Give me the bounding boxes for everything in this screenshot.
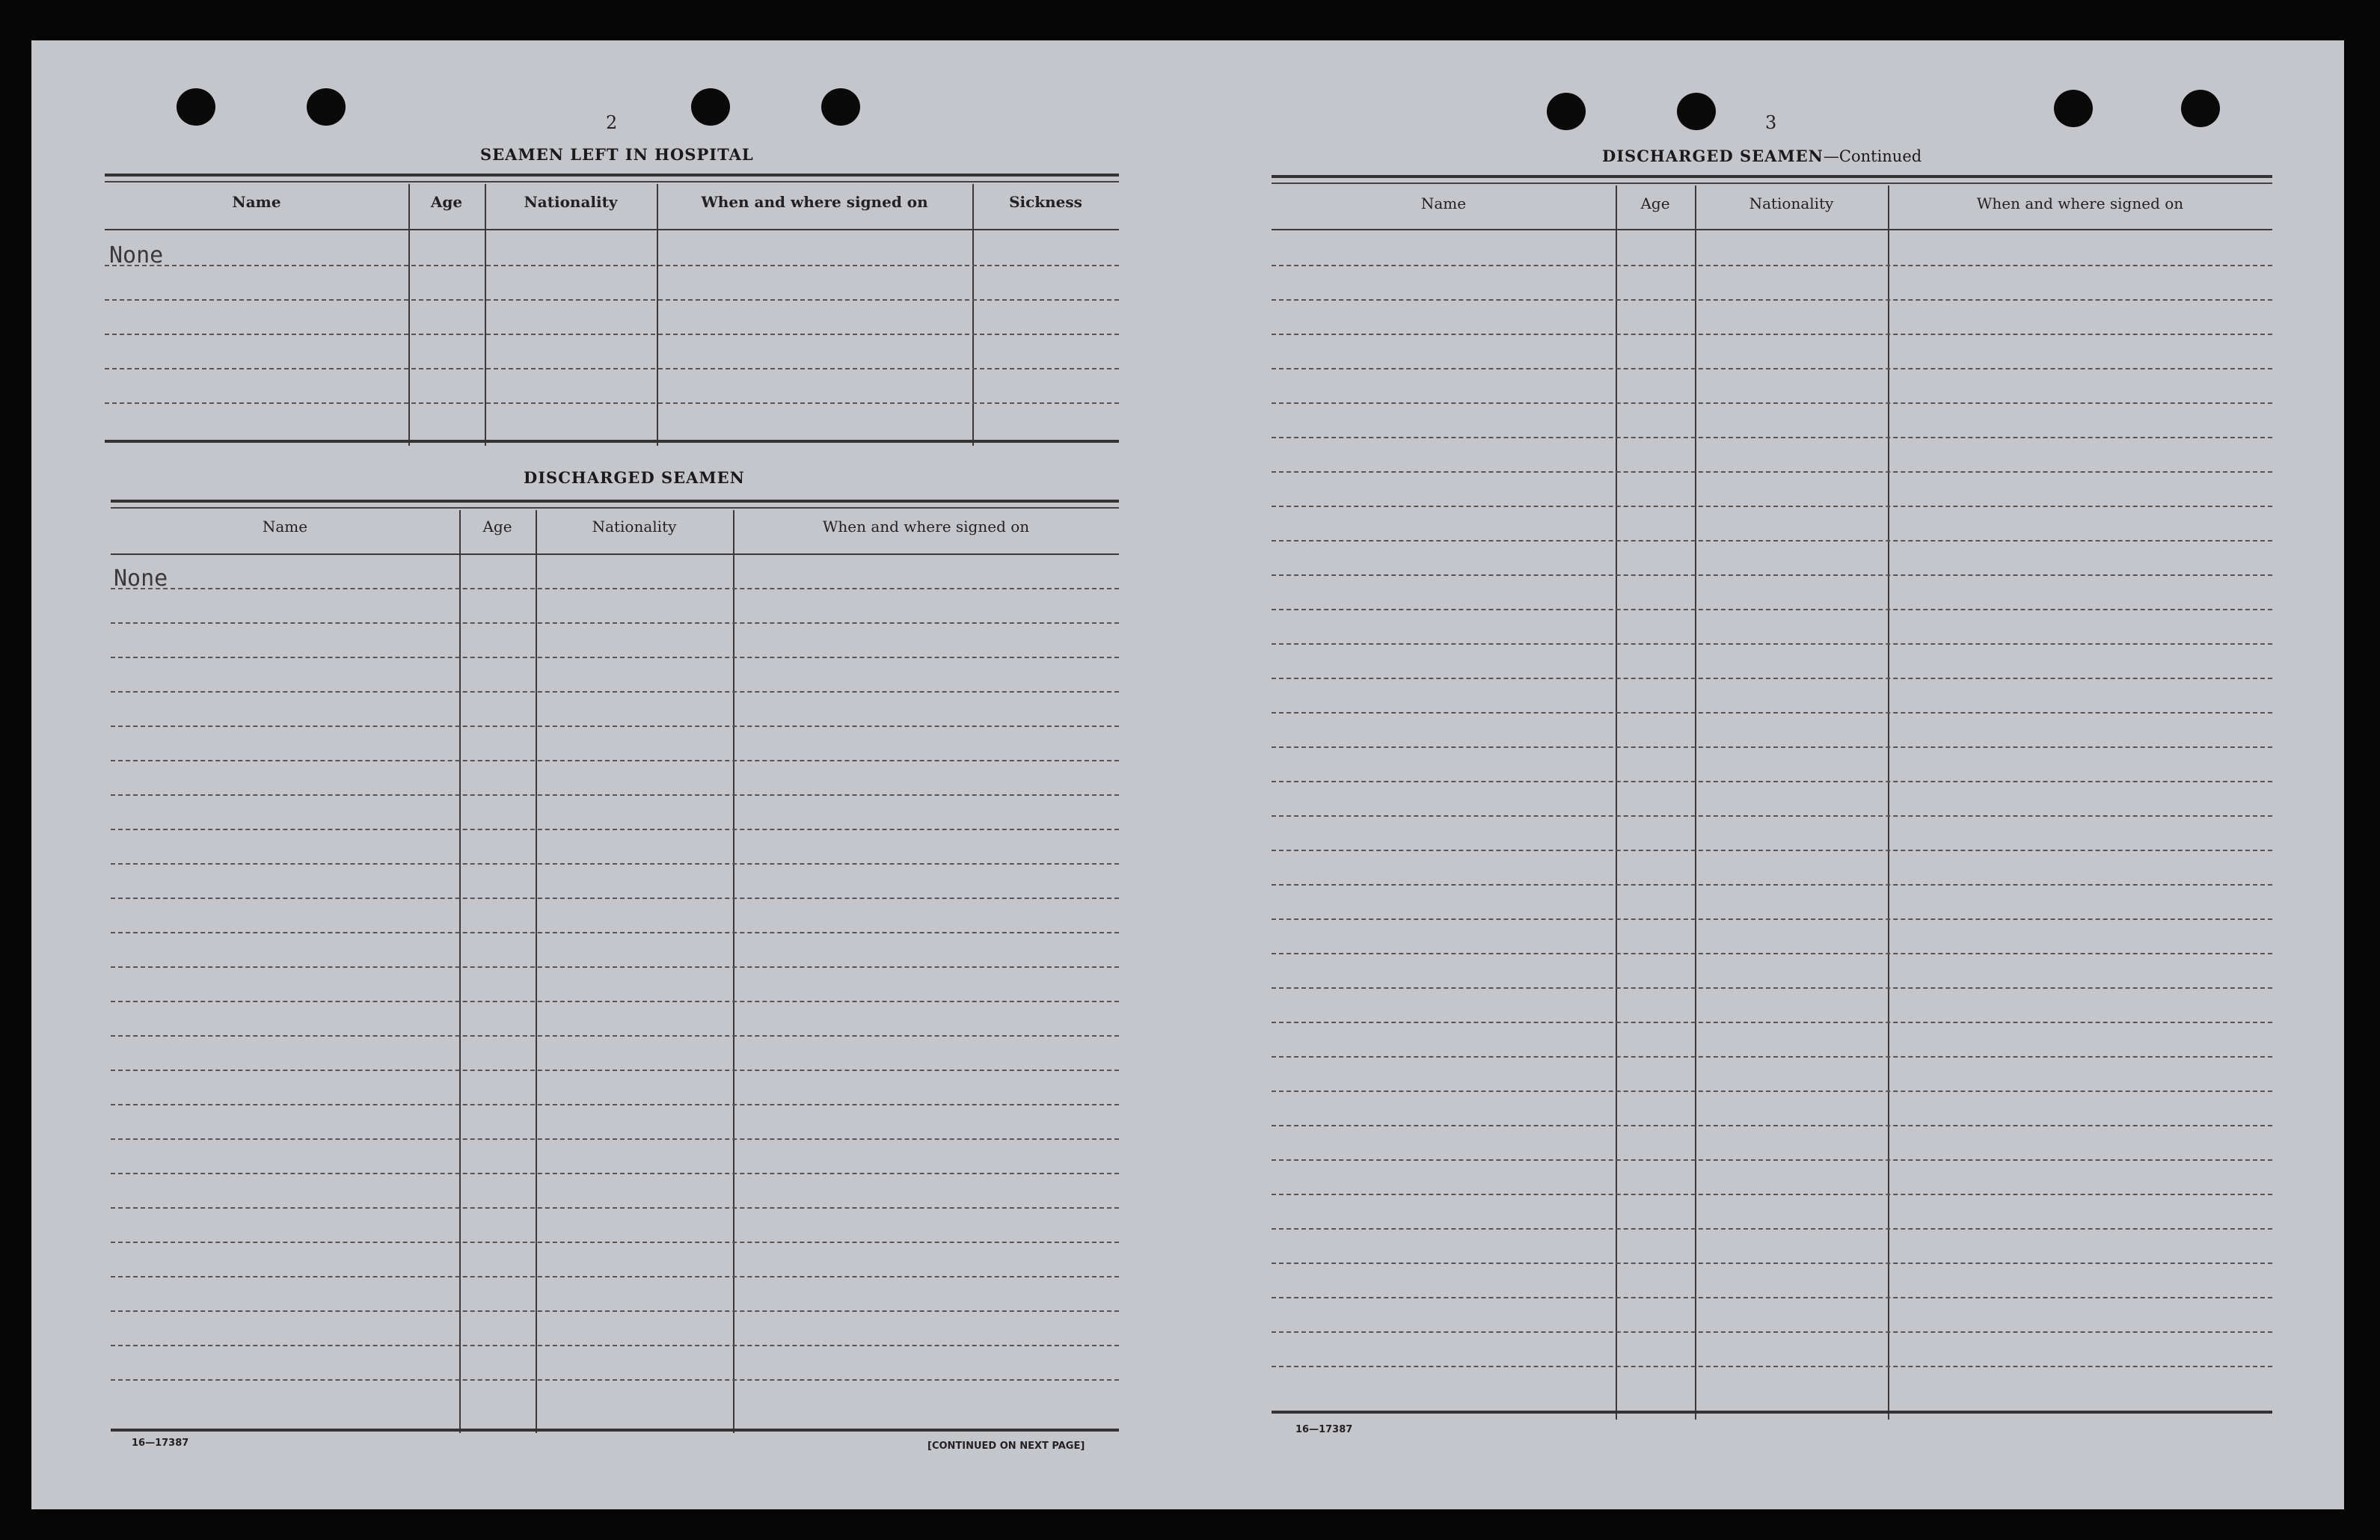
column-header-nationality: Nationality (592, 518, 677, 536)
column-header-name: Name (1420, 194, 1467, 212)
column-header-signed-on: When and where signed on (1976, 194, 2184, 212)
page-number-right: 3 (1765, 112, 1777, 133)
continued-suffix: —Continued (1823, 147, 1922, 165)
column-header-signed-on: When and where signed on (701, 193, 928, 211)
page-number-left: 2 (606, 112, 618, 133)
punch-hole (2054, 90, 2093, 127)
column-header-age: Age (430, 193, 463, 211)
form-number-right: 16—17387 (1295, 1424, 1353, 1435)
column-header-nationality: Nationality (524, 193, 618, 211)
column-header-signed-on: When and where signed on (822, 518, 1030, 536)
discharged-section-title: DISCHARGED SEAMEN (524, 468, 745, 487)
hospital-table (105, 174, 1119, 447)
column-header-sickness: Sickness (1009, 193, 1082, 211)
discharged-table-right (1272, 175, 2272, 1417)
column-header-name: Name (262, 518, 308, 536)
punch-hole (821, 88, 860, 126)
hospital-section-title: SEAMEN LEFT IN HOSPITAL (480, 145, 754, 164)
discharged-continued-title (1602, 147, 1922, 165)
column-header-nationality: Nationality (1749, 194, 1834, 212)
continued-note: [CONTINUED ON NEXT PAGE] (927, 1441, 1085, 1452)
column-header-age: Age (482, 518, 512, 536)
punch-hole (177, 88, 215, 126)
column-header-age: Age (1640, 194, 1670, 212)
hospital-entry-none: None (109, 242, 164, 269)
punch-hole (1677, 93, 1716, 130)
discharged-entry-none: None (114, 565, 168, 592)
punch-hole (691, 88, 730, 126)
punch-hole (307, 88, 346, 126)
discharged-continued-title-main: DISCHARGED SEAMEN (1602, 147, 1824, 165)
discharged-table-left (111, 500, 1119, 1436)
punch-hole (1547, 93, 1586, 130)
form-number-left: 16—17387 (132, 1438, 189, 1449)
column-header-name: Name (232, 193, 281, 211)
punch-hole (2181, 90, 2220, 127)
